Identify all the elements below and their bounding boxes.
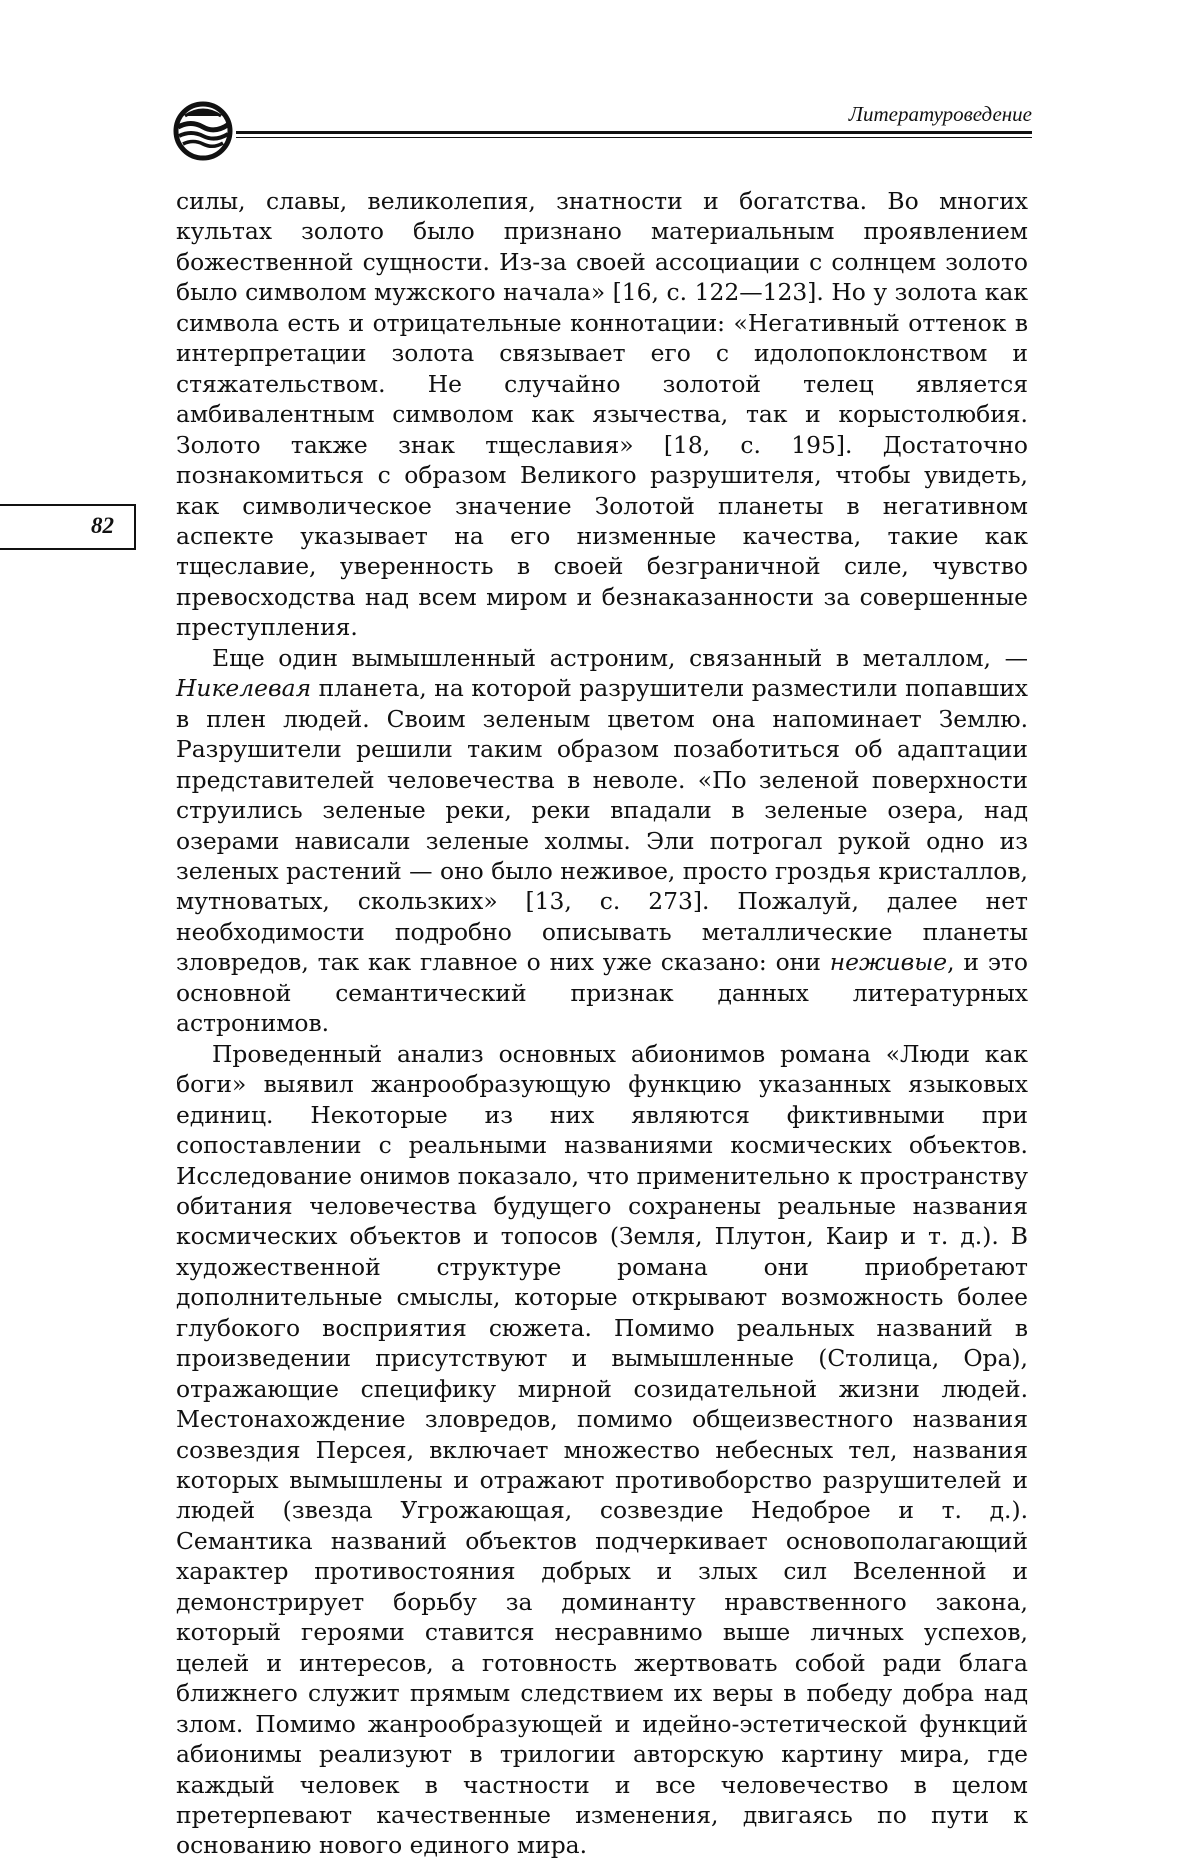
paragraph-conclusion: Проведенный анализ основных абионимов романа «Люди как боги» выявил жанрообразующую функцию указанных языковых единиц. Некоторые из них являются фиктивными при сопоставлении с реальными названиями космических объектов. Исследование онимов показало, что применительно к пространству обитания человечества будущего сохранены реальные названия космических объектов и топосов (Земля, Плутон, Каир и т. д.). В художественной структуре романа они приобретают дополнительные смыслы, которые открывают возможность более глубокого восприятия сюжета. Помимо реальных названий в произведении присутствуют и вымышленные (Столица, Ора), отражающие специфику мирной созидательной жизни людей. Местонахождение зловредов, помимо общеизвестного названия созвездия Персея, включает множество небесных тел, названия которых вымышлены и отражают противоборство разрушителей и людей (звезда Угрожающая, созвездие Недоброе и т. д.). Семантика названий объектов подчеркивает основополагающий характер противостояния добрых и злых сил Вселенной и демонстрирует борьбу за доминанту нравственного закона, который героями ставится несравнимо выше личных успехов, целей и интересов, а готовность жертвовать собой ради блага ближнего служит прямым следствием их веры в победу добра над злом. Помимо жанрообразующей и идейно-эстетической функций абионимы реализуют в трилогии авторскую картину мира, где каждый человек в частности и все человечество в целом претерпевают качественные изменения, двигаясь по пути к основанию нового единого мира. xyxy=(176,1039,1028,1860)
italic-term-lifeless: неживые xyxy=(829,948,948,977)
header-rule-thin xyxy=(236,137,1032,138)
running-head: Литературоведение xyxy=(848,102,1032,126)
header-rule xyxy=(236,131,1032,134)
paragraph-text: планета, на которой разрушители разместили попавших в плен людей. Своим зеленым цветом она напоминает Землю. Разрушители решили таким образом позаботиться об адаптации представителей человечества в неволе. «По зеленой поверхности струились зеленые реки, реки впадали в зеленые озера, над озерами нависали зеленые холмы. Эли потрогал рукой одно из зеленых растений — оно было неживое, просто гроздья кристаллов, мутноватых, скользких» [13, с. 273]. Пожалуй, далее нет необходимости подробно описывать металлические планеты зловредов, так как главное о них уже сказано: они xyxy=(176,674,1028,977)
paragraph-continued: силы, славы, великолепия, знатности и богатства. Во многих культах золото было признано материальным проявлением божественной сущности. Из-за своей ассоциации с солнцем золото было символом мужского начала» [16, с. 122—123]. Но у золота как символа есть и отрицательные коннотации: «Негативный оттенок в интерпретации золота связывает его с идолопоклонством и стяжательством. Не случайно золотой телец является амбивалентным символом как язычества, так и корыстолюбия. Золото также знак тщеславия» [18, с. 195]. Достаточно познакомиться с образом Великого разрушителя, чтобы увидеть, как символическое значение Золотой планеты в негативном аспекте указывает на его низменные качества, такие как тщеславие, уверенность в своей безграничной силе, чувство превосходства над всем миром и безнаказанности за совершенные преступления. xyxy=(176,187,1028,642)
paragraph-text: Еще один вымышленный астроним, связанный в металлом, — xyxy=(212,643,1028,672)
paragraph-nickel-planet xyxy=(176,643,1028,1039)
paragraph-text: , и это основной семантический признак данных литературных астронимов. xyxy=(176,948,1028,1038)
italic-term-nickel: Никелевая xyxy=(176,674,312,703)
page-number: 82 xyxy=(91,513,114,538)
article-body xyxy=(176,186,1028,1861)
journal-wave-logo-icon xyxy=(173,100,233,162)
page-number-box xyxy=(0,504,136,550)
